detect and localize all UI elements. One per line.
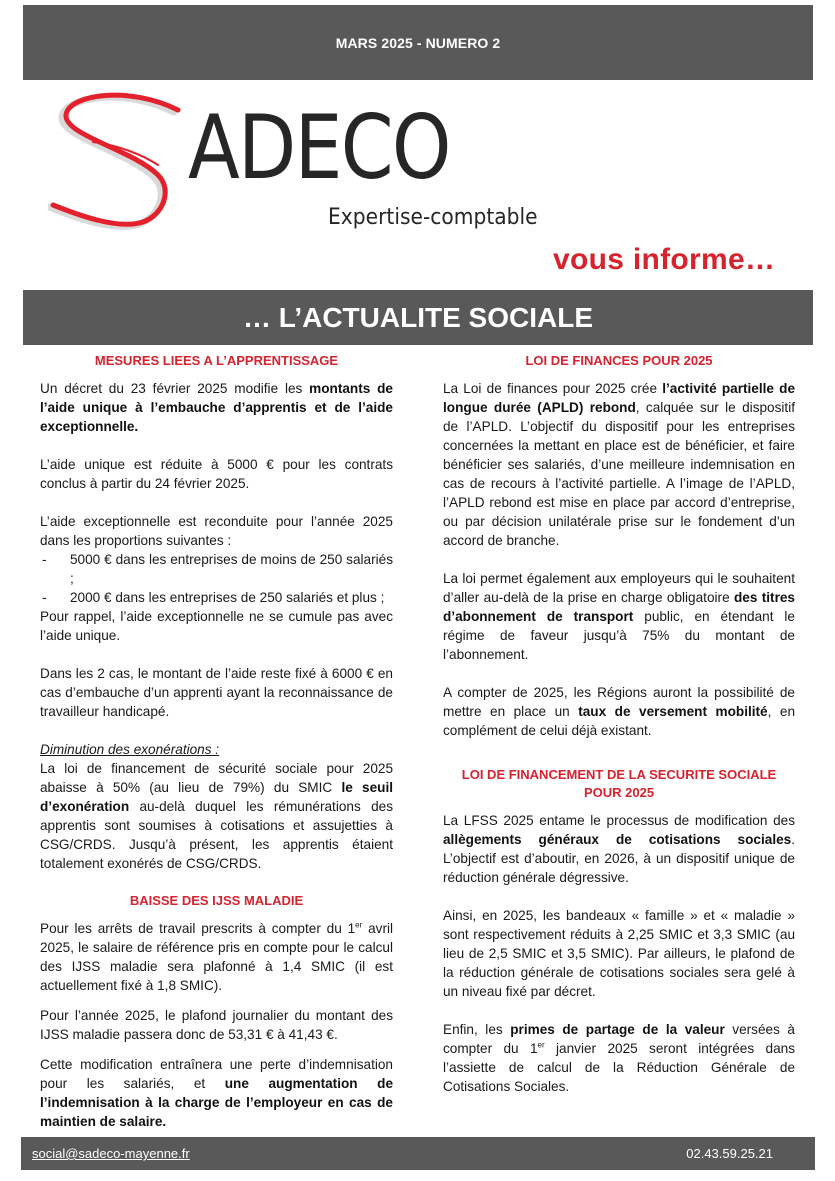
bold-text: montants de l’aide unique à l’embauche d’apprentis et de l’aide exceptionnelle. [40, 381, 393, 434]
bold-text: l’activité partielle de longue durée (APLD) rebond [443, 381, 796, 415]
paragraph [40, 1055, 393, 1131]
text: , en complément de celui déjà existant. [443, 704, 796, 738]
paragraph: L’aide exceptionnelle est reconduite pour l’année 2025 dans les proportions suivantes : [40, 514, 393, 548]
text: La loi de financement de sécurité sociale pour 2025 abaisse à 50% (au lieu de 79%) du SMIC [40, 761, 393, 795]
section-title-ijss: BAISSE DES IJSS MALADIE [129, 893, 304, 908]
page-title-bar [23, 290, 813, 345]
phone-number: 02.43.59.25.21 [686, 1146, 773, 1161]
bullet-dash: - [42, 552, 47, 567]
bold-text: taux de versement mobilité [578, 704, 768, 719]
superscript: er [355, 920, 363, 930]
list-item [40, 588, 393, 607]
text: Pour les arrêts de travail prescrits à compter du 1 [40, 921, 356, 936]
paragraph [443, 683, 795, 740]
logo-subtitle: Expertise-comptable [328, 205, 538, 230]
tagline: vous informe… [553, 243, 776, 276]
paragraph: Pour rappel, l’aide exceptionnelle ne se cumule pas avec l’aide unique. [40, 609, 393, 643]
page-title: … L’ACTUALITE SOCIALE [243, 301, 593, 333]
text: avril 2025, le salaire de référence pris en compte pour le calcul des IJSS maladie sera plafonné à 1,4 SMIC (il est actuellement fixé à 1,8 SMIC). [40, 921, 394, 993]
superscript: er [537, 1040, 545, 1050]
issue-header-bar [23, 5, 813, 80]
bold-text: primes de partage de la valeur [510, 1022, 725, 1037]
paragraph [443, 379, 795, 550]
paragraph [40, 919, 393, 995]
text: au-delà duquel les rémunérations des apprentis sont soumises à cotisations et assujetties à CSG/CRDS. Jusqu’à présent, les apprentis étaient totalement exonérés de CSG/CRDS. [40, 799, 393, 871]
sadeco-logo [48, 90, 568, 250]
section-title-lfss: LOI DE FINANCEMENT DE LA SECURITE SOCIALE POUR 2025 [461, 767, 777, 800]
issue-label: MARS 2025 - NUMERO 2 [335, 34, 501, 51]
paragraph: Pour l’année 2025, le plafond journalier du montant des IJSS maladie passera donc de 53,31 € à 41,43 €. [40, 1008, 393, 1042]
bold-text: une augmentation de l’indemnisation à la charge de l’employeur en cas de maintien de salaire. [40, 1076, 393, 1129]
bold-text: le seuil d’exonération [40, 780, 393, 814]
email-link[interactable]: social@sadeco-mayenne.fr [32, 1146, 190, 1161]
paragraph [443, 811, 795, 887]
list-item [40, 550, 393, 588]
logo-wordmark: ADECO [188, 96, 450, 199]
footer-bar [21, 1137, 815, 1170]
text: . L’objectif est d’aboutir, en 2026, à un dispositif unique de réduction générale dégressive. [443, 832, 795, 885]
text: La LFSS 2025 entame le processus de modification des [443, 813, 795, 828]
paragraph: Ainsi, en 2025, les bandeaux « famille » et « maladie » sont respectivement réduits à 2,25 SMIC et 3,3 SMIC (au lieu de 2,5 SMIC et 3,5 SMIC). Par ailleurs, le plafond de la réduction générale de cotisations sociales sera gelé à un niveau fixé par décret. [443, 908, 795, 999]
list-item-text: 2000 € dans les entreprises de 250 salariés et plus ; [70, 590, 385, 605]
text: janvier 2025 seront intégrées dans l’assiette de calcul de la Réduction Générale de Cotisations Sociales. [443, 1041, 795, 1094]
text: La loi permet également aux employeurs qui le souhaitent d’aller au-delà de la prise en charge obligatoire [443, 571, 795, 605]
paragraph: Dans les 2 cas, le montant de l’aide reste fixé à 6000 € en cas d’embauche d’un apprenti ayant la reconnaissance de travailleur handicapé. [40, 666, 393, 719]
subheading-exonerations: Diminution des exonérations : [40, 742, 220, 757]
text: Enfin, les [443, 1022, 511, 1037]
bold-text: des titres d’abonnement de transport [443, 590, 795, 624]
text: La Loi de finances pour 2025 crée [443, 381, 663, 396]
section-title-loi-finances: LOI DE FINANCES POUR 2025 [525, 353, 713, 368]
right-column [443, 352, 795, 1096]
bold-text: allègements généraux de cotisations sociales [443, 832, 792, 847]
text: Cette modification entraînera une perte d’indemnisation pour les salariés, et [40, 1057, 393, 1091]
section-title-apprentissage: MESURES LIEES A L’APPRENTISSAGE [94, 353, 339, 368]
text: A compter de 2025, les Régions auront la possibilité de mettre en place un [443, 685, 795, 719]
bullet-dash: - [42, 590, 47, 605]
text: , calquée sur le dispositif de l’APLD. L’objectif du dispositif pour les entreprises concernées la mettant en place est de bénéficier, et faire bénéficier ses salariés, d’une meilleure indemnisation en cas de recours à l’activité partielle. A l’image de l’APLD, l’APLD rebond est mise en place par accord d’entreprise, ou par décision unilatérale prise sur le fondement d’un accord de branche. [443, 400, 795, 548]
paragraph [40, 759, 393, 873]
left-column [40, 352, 393, 1131]
list-item-text: 5000 € dans les entreprises de moins de 250 salariés ; [70, 552, 393, 586]
text: versées à compter du 1 [443, 1022, 795, 1056]
paragraph: L’aide unique est réduite à 5000 € pour les contrats conclus à partir du 24 février 2025. [40, 457, 393, 491]
text: public, en étendant le régime de faveur jusqu’à 75% du montant de l’abonnement. [443, 609, 795, 662]
text: Un décret du 23 février 2025 modifie les [40, 381, 310, 396]
paragraph [443, 1020, 795, 1096]
paragraph [40, 379, 393, 436]
paragraph [443, 569, 795, 664]
